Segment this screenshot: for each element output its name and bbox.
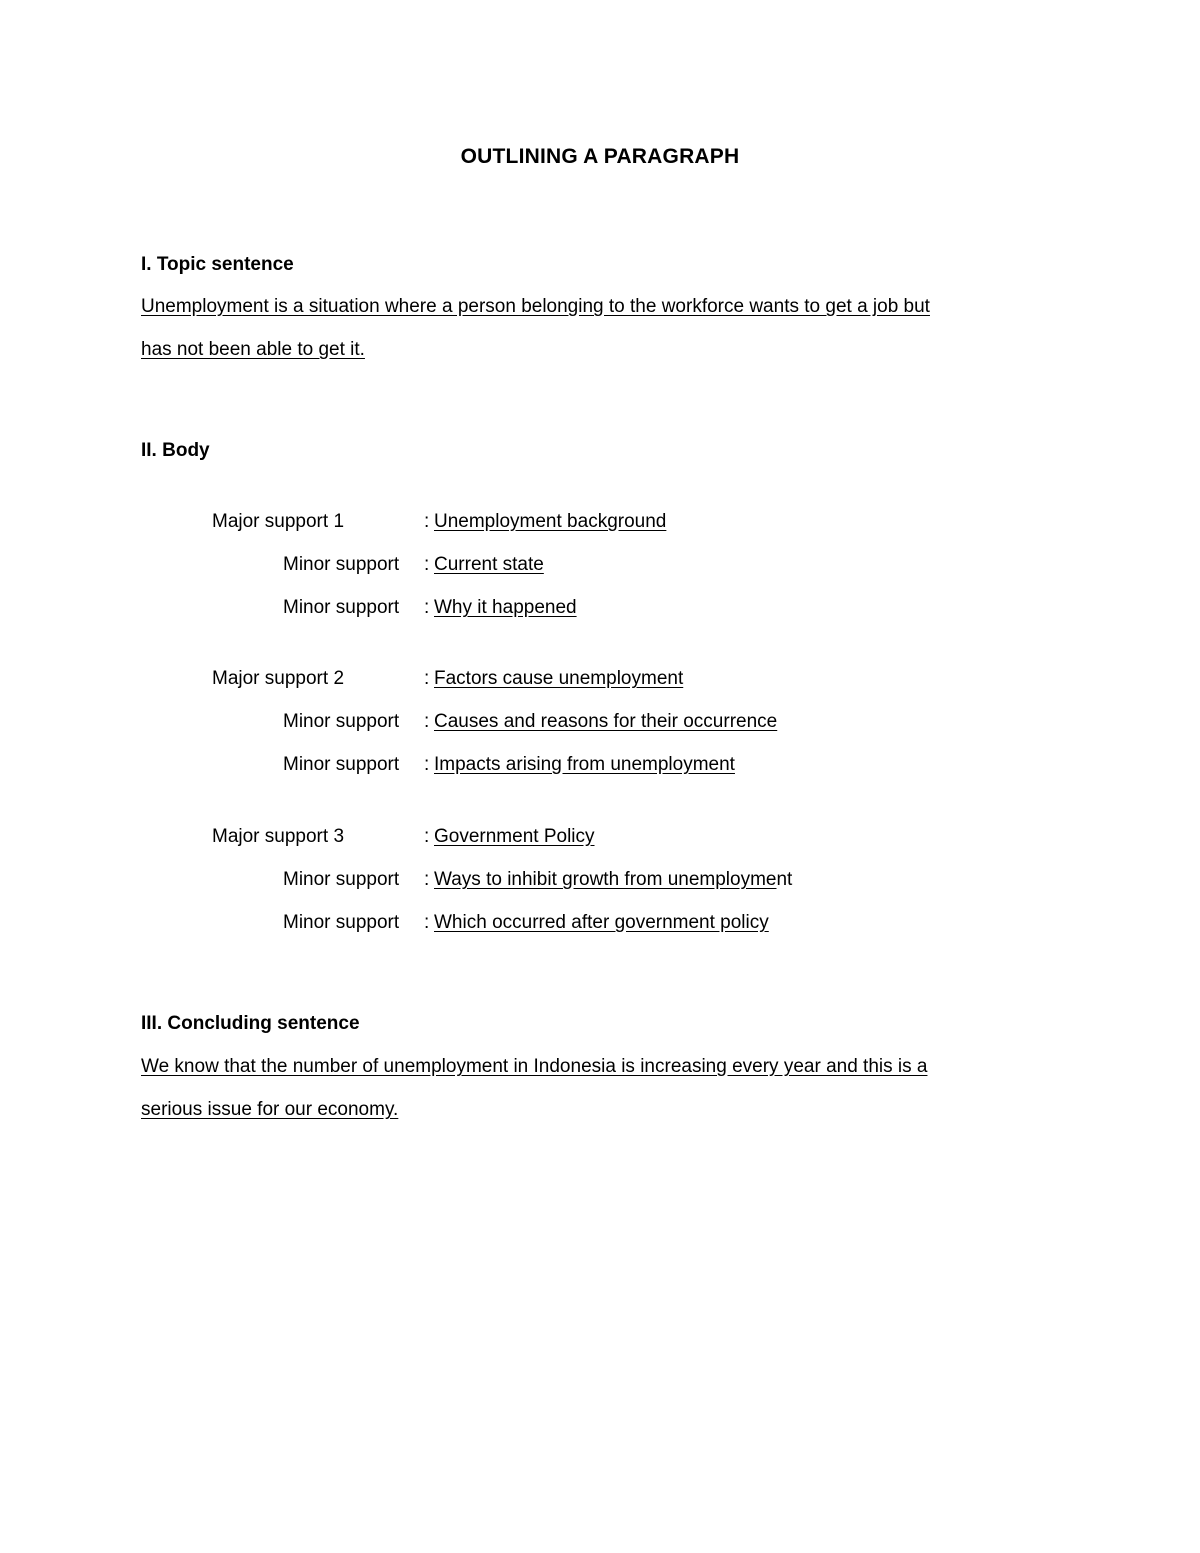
minor-support-value — [434, 597, 577, 619]
colon: : — [424, 668, 430, 689]
major-support-value: Government Policy — [434, 826, 595, 847]
document-title: OUTLINING A PARAGRAPH — [460, 145, 740, 168]
colon: : — [424, 869, 430, 890]
conclusion-line-1: We know that the number of unemployment in Indonesia is increasing every year and this is a — [141, 1056, 928, 1077]
conclusion-line-2: serious issue for our economy. — [141, 1099, 399, 1120]
major-support-value: Factors cause unemployment — [434, 668, 684, 689]
minor-support-label: Minor support — [283, 597, 400, 618]
major-support-label: Major support 2 — [212, 668, 345, 689]
minor-support-value-underlined: Which occurred after government policy — [434, 912, 769, 933]
colon: : — [424, 912, 430, 933]
minor-support-value — [434, 711, 777, 733]
topic-line-1: Unemployment is a situation where a person belonging to the workforce wants to get a job but — [141, 296, 930, 317]
minor-support-value-underlined: Current state — [434, 554, 544, 575]
minor-support-value-tail: nt — [776, 869, 793, 890]
major-support-label: Major support 1 — [212, 511, 345, 532]
colon: : — [424, 754, 430, 775]
topic-line-2: has not been able to get it. — [141, 339, 365, 360]
major-support-label: Major support 3 — [212, 826, 345, 847]
minor-support-value — [434, 912, 769, 934]
colon: : — [424, 711, 430, 732]
minor-support-value-underlined: Impacts arising from unemployment — [434, 754, 735, 775]
colon: : — [424, 597, 430, 618]
major-support-value: Unemployment background — [434, 511, 667, 532]
minor-support-label: Minor support — [283, 869, 400, 890]
colon: : — [424, 826, 430, 847]
minor-support-value-underlined: Why it happened — [434, 597, 577, 618]
conclusion-heading: III. Concluding sentence — [141, 1013, 360, 1034]
minor-support-value-underlined: Causes and reasons for their occurrence — [434, 711, 778, 732]
minor-support-label: Minor support — [283, 711, 400, 732]
colon: : — [424, 554, 430, 575]
minor-support-label: Minor support — [283, 912, 400, 933]
minor-support-value — [434, 554, 544, 576]
minor-support-value — [434, 754, 735, 776]
minor-support-label: Minor support — [283, 754, 400, 775]
minor-support-label: Minor support — [283, 554, 400, 575]
minor-support-value — [434, 869, 792, 891]
minor-support-value-underlined: Ways to inhibit growth from unemployme — [434, 869, 777, 890]
colon: : — [424, 511, 430, 532]
body-heading: II. Body — [141, 440, 210, 461]
topic-heading: I. Topic sentence — [141, 254, 294, 275]
